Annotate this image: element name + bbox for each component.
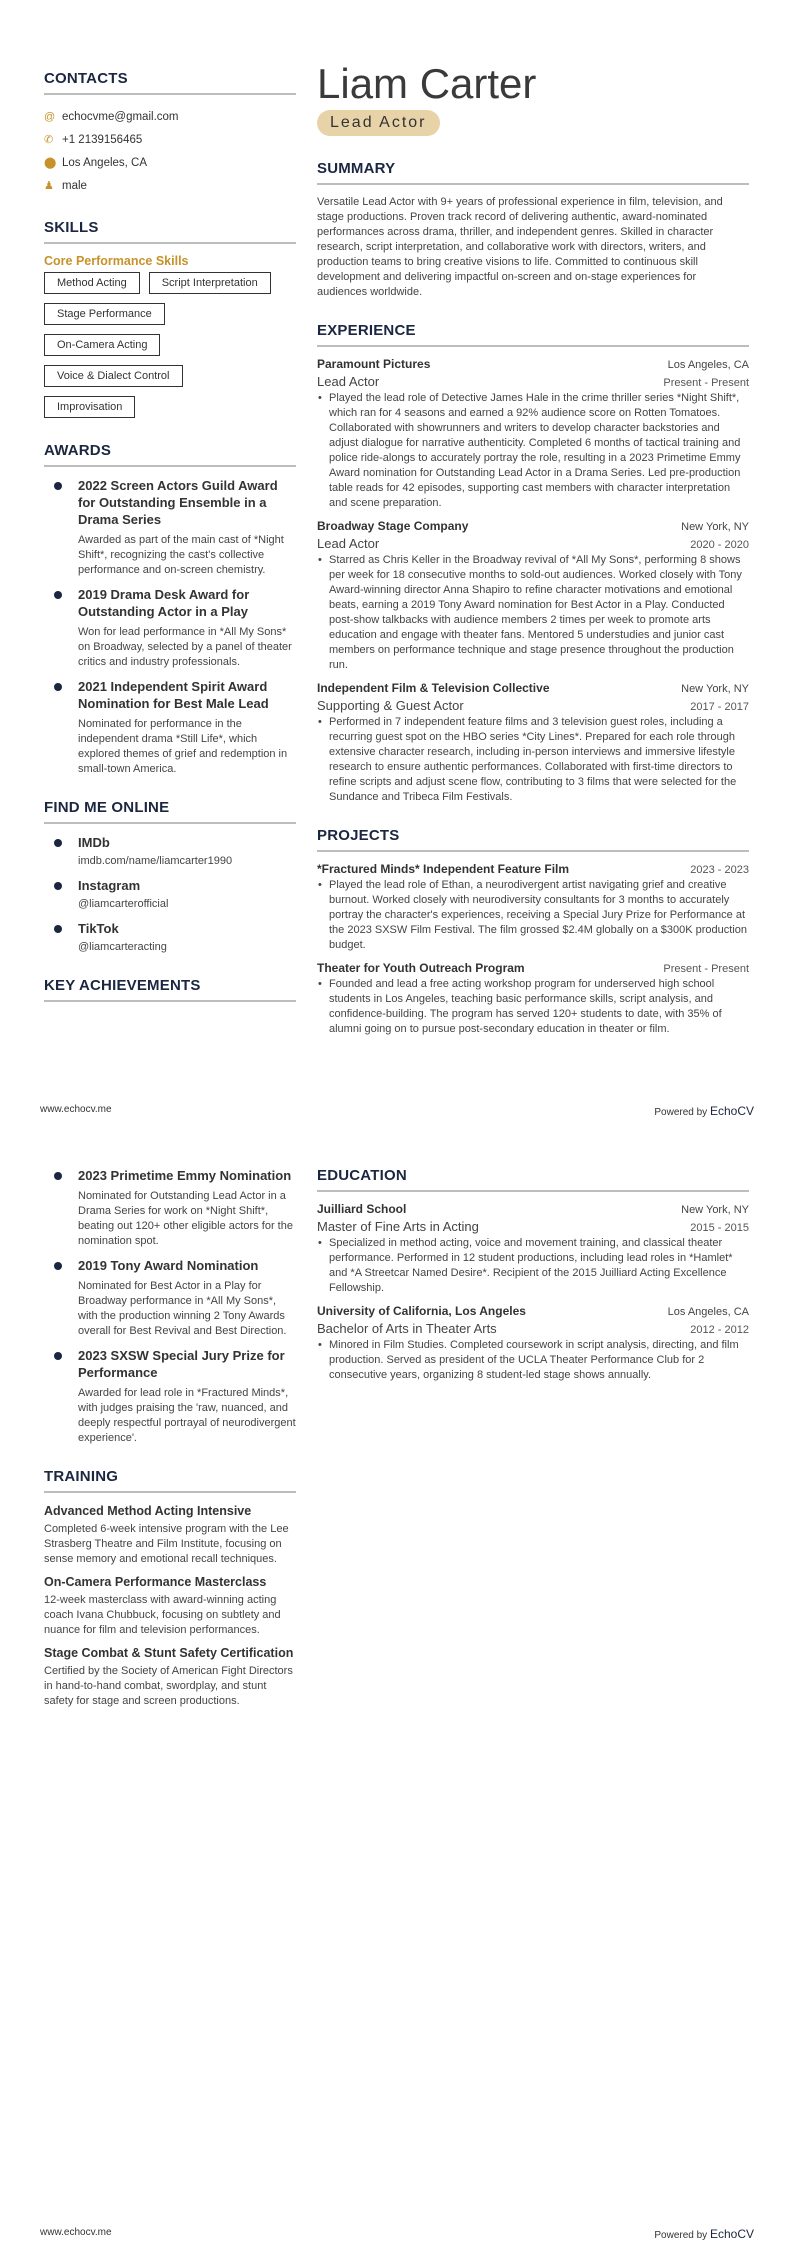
section-heading: SKILLS: [44, 219, 296, 244]
experience-section: [317, 322, 749, 805]
experience-entry: Broadway Stage Company New York, NY Lead Actor 2020 - 2020 • Starred as Chris Keller in the Broadway revival of *All My Sons*, performing 8 shows per week for 18 consecutive months to sold-out audiences. Worked closely with Tony Award-winning director Anna Shapiro to refine character motivations and emotional beats, earning a 2019 Tony Award nomination for Best Actor in a Play. Conducted post-show talkbacks with audience members 2 times per week to promote arts education and engage with theater fans. Mentored 5 understudies and junior cast members on performance technique and stage presence throughout the production run.: [317, 519, 749, 673]
achievements-list: [44, 1167, 296, 1446]
job-title-badge: Lead Actor: [317, 110, 440, 136]
person-icon: ♟: [44, 180, 54, 192]
award-item: 2021 Independent Spirit Award Nomination for Best Male Lead Nominated for performance in the independent drama *Still Life*, which explored themes of grief and redemption in small-town America.: [44, 678, 296, 777]
training-item: Stage Combat & Stunt Safety Certification Certified by the Society of American Fight Directors in hand-to-hand combat, swordplay, and stunt safety for stage and screen productions.: [44, 1646, 294, 1707]
candidate-name: Liam Carter: [317, 60, 537, 107]
skills-section: [44, 219, 296, 418]
section-heading: TRAINING: [44, 1468, 296, 1493]
location-pin-icon: ⬤: [44, 157, 57, 169]
awards-section: [44, 442, 296, 777]
experience-entry: Independent Film & Television Collective New York, NY Supporting & Guest Actor 2017 - 2017 • Performed in 7 independent feature films and 3 television guest roles, including a recurring guest spot on the HBO series *City Lines*. Prepared for each role through extensive character research, including in-person interviews and immersive lifestyle research to ensure authentic performances. Collaborated with first-time directors to refine scripts and adjust scene flow, contributing to 3 films that were selected for the Sundance and Tribeca Film Festivals.: [317, 681, 749, 805]
contact-gender: ♟ male: [44, 179, 87, 192]
achievement-item: 2023 Primetime Emmy Nomination Nominated for Outstanding Lead Actor in a Drama Series for work on *Night Shift*, beating out 120+ other eligible actors for the nomination spot.: [44, 1167, 296, 1249]
project-entry: *Fractured Minds* Independent Feature Film 2023 - 2023 • Played the lead role of Ethan, a neurodivergent artist navigating grief and creative burnout. Worked closely with neurodiversity consultants for 3 months to accurately portray the character's experiences, receiving a Special Jury Prize for Performance at the 2023 SXSW Film Festival. The film grossed $2.4M globally on a $300K production budget.: [317, 862, 749, 953]
projects-section: [317, 827, 749, 1037]
skill-chip: On-Camera Acting: [44, 334, 160, 356]
skill-chip: Improvisation: [44, 396, 135, 418]
section-heading: FIND ME ONLINE: [44, 799, 296, 824]
footer-site-link[interactable]: www.echocv.me: [40, 2227, 112, 2238]
summary-section: [317, 160, 749, 300]
achievement-item: 2019 Tony Award Nomination Nominated for Best Actor in a Play for Broadway performance in *All My Sons*, with the production winning 2 Tony Awards overall for Best Revival and Best Direction.: [44, 1257, 296, 1339]
online-item-instagram[interactable]: Instagram @liamcarterofficial: [44, 877, 296, 912]
section-heading: PROJECTS: [317, 827, 749, 852]
contact-location: ⬤ Los Angeles, CA: [44, 156, 148, 169]
achievement-item: 2023 SXSW Special Jury Prize for Performance Awarded for lead role in *Fractured Minds*, with judges praising the 'raw, nuanced, and deeply respectful portrayal of neurodivergent experience'.: [44, 1347, 296, 1446]
section-heading: EDUCATION: [317, 1167, 749, 1192]
powered-by: Powered by EchoCV: [654, 1104, 754, 1118]
page-2: [0, 1123, 794, 2246]
summary-text: Versatile Lead Actor with 9+ years of professional experience in film, television, and stage productions. Proven track record of delivering authentic, award-nominated performances across drama, thriller, and independent genres. Skilled in character research, script interpretation, and collaborative work with directors, writers, and production teams to bring creative visions to life. Committed to continuous skill development and delivering impactful on-screen and on-stage experiences for audiences worldwide.: [317, 196, 723, 298]
right-column: [317, 1167, 749, 1391]
skill-chip: Method Acting: [44, 272, 140, 294]
phone-icon: ✆: [44, 134, 54, 146]
education-entry: University of California, Los Angeles Los Angeles, CA Bachelor of Arts in Theater Arts 2012 - 2012 • Minored in Film Studies. Completed coursework in script analysis, directing, and film production. Served as president of the UCLA Theater Performance Club for 2 consecutive years, organizing 8 student-led stage shows annually.: [317, 1304, 749, 1383]
skill-category: Core Performance Skills: [44, 254, 189, 268]
contact-email[interactable]: @ echocvme@gmail.com: [44, 110, 179, 123]
left-column: [44, 1167, 296, 1709]
experience-entry: Paramount Pictures Los Angeles, CA Lead Actor Present - Present • Played the lead role of Detective James Hale in the crime thriller series *Night Shift*, which ran for 4 seasons and earned a 92% audience score on Rotten Tomatoes. Collaborated with showrunners and writers to develop character backstories and adjust dialogue for narrative authenticity. Completed 6 months of tactical training and police ride-alongs to accurately portray the role, resulting in a 2023 Primetime Emmy Award nomination for Outstanding Lead Actor in a Drama Series. Led pre-production table reads for 42 episodes, supporting cast members with character interpretation and scene preparation.: [317, 357, 749, 511]
training-item: On-Camera Performance Masterclass 12-week masterclass with award-winning acting coach Ivana Chubbuck, focusing on subtlety and nuance for film and television performances.: [44, 1575, 281, 1636]
training-section: [44, 1468, 296, 1709]
right-column: [317, 62, 749, 1045]
online-item-tiktok[interactable]: TikTok @liamcarteracting: [44, 920, 296, 955]
section-heading: SUMMARY: [317, 160, 749, 185]
footer: [40, 1104, 754, 1118]
skill-chip: Script Interpretation: [149, 272, 271, 294]
skill-chip: Voice & Dialect Control: [44, 365, 183, 387]
section-heading: KEY ACHIEVEMENTS: [44, 977, 296, 1002]
award-item: 2022 Screen Actors Guild Award for Outstanding Ensemble in a Drama Series Awarded as part of the main cast of *Night Shift*, recognizing the cast's collective performance and on-screen chemistry.: [44, 477, 296, 578]
award-item: 2019 Drama Desk Award for Outstanding Actor in a Play Won for lead performance in *All My Sons* on Broadway, selected by a panel of theater critics and industry professionals.: [44, 586, 296, 670]
left-column: [44, 70, 296, 1012]
education-entry: Juilliard School New York, NY Master of Fine Arts in Acting 2015 - 2015 • Specialized in method acting, voice and movement training, and classical theater performance. Performed in 12 student productions, including lead roles in *Hamlet* and *A Streetcar Named Desire*. Recipient of the 2015 Juilliard Acting Excellence Fellowship.: [317, 1202, 749, 1296]
section-heading: CONTACTS: [44, 70, 296, 95]
contact-phone[interactable]: ✆ +1 2139156465: [44, 133, 143, 146]
skill-chip: Stage Performance: [44, 303, 165, 325]
contacts-section: [44, 70, 296, 197]
project-entry: Theater for Youth Outreach Program Present - Present • Founded and lead a free acting workshop program for underserved high school students in Los Angeles, teaching basic performance skills, script analysis, and confidence-building. The program has served 120+ students to date, with 35% of alumni going on to pursue post-secondary education in theater or film.: [317, 961, 749, 1037]
training-item: Advanced Method Acting Intensive Completed 6-week intensive program with the Lee Strasberg Theatre and Film Institute, focusing on sense memory and emotional recall techniques.: [44, 1504, 289, 1565]
powered-by: Powered by EchoCV: [654, 2227, 754, 2241]
at-icon: @: [44, 110, 56, 123]
footer-site-link[interactable]: www.echocv.me: [40, 1104, 112, 1115]
section-heading: EXPERIENCE: [317, 322, 749, 347]
online-section: [44, 799, 296, 955]
online-item-imdb[interactable]: IMDb imdb.com/name/liamcarter1990: [44, 834, 296, 869]
section-heading: AWARDS: [44, 442, 296, 467]
footer: [40, 2227, 754, 2241]
